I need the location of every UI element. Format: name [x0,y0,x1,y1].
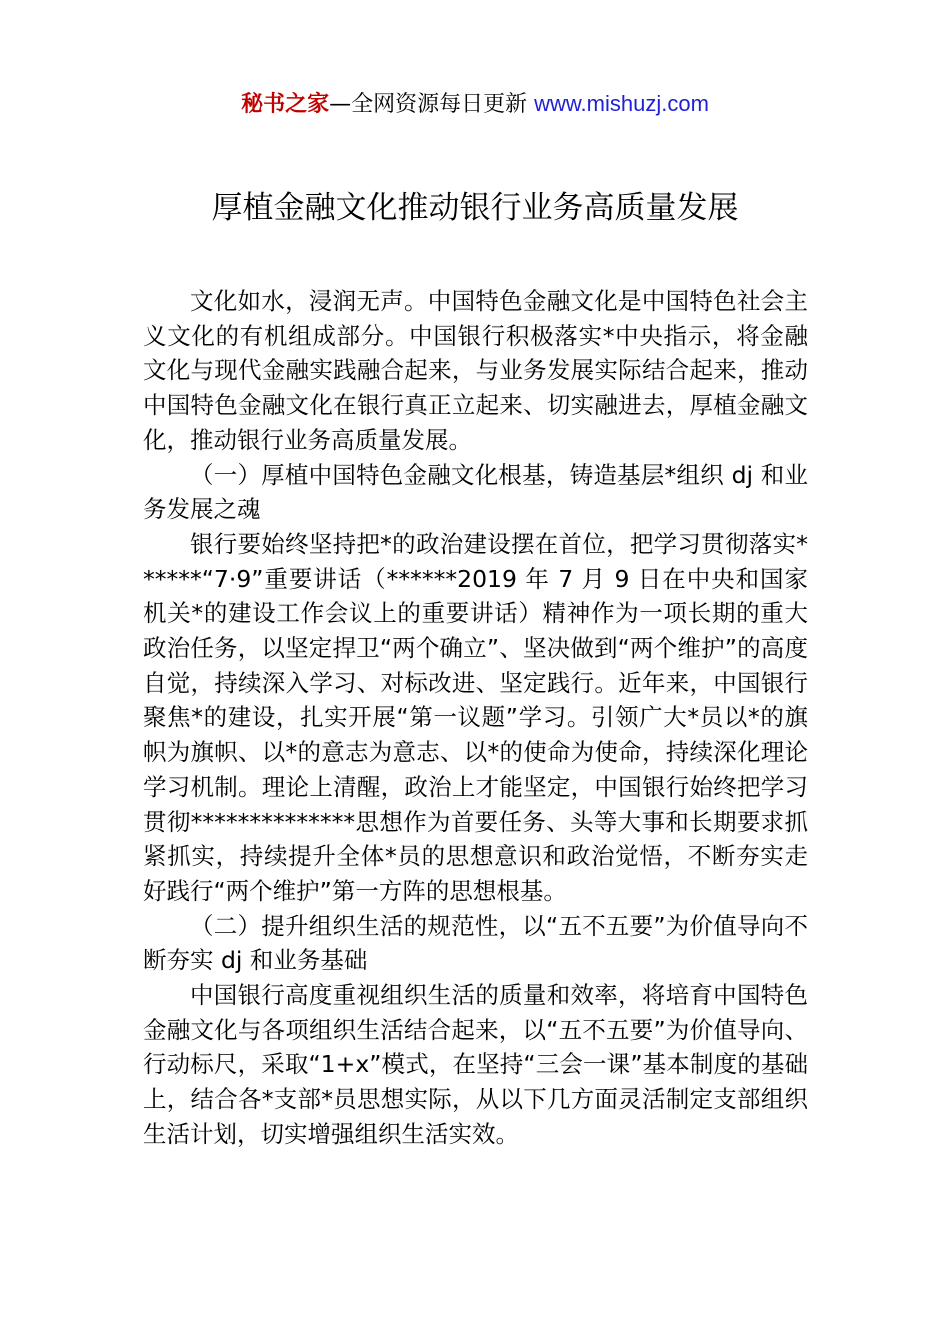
site-tagline: —全网资源每日更新 [329,92,535,117]
site-brand: 秘书之家 [241,92,330,117]
paragraph-intro: 文化如水，浸润无声。中国特色金融文化是中国特色社会主义文化的有机组成部分。中国银行积极落实*中央指示，将金融文化与现代金融实践融合起来，与业务发展实际结合起来，推动中国特色金融文化在银行真正立起来、切实融进去，厚植金融文化，推动银行业务高质量发展。 [143,287,808,454]
site-url-link[interactable]: www.mishuzj.com [534,91,709,116]
paragraph-section-2: 中国银行高度重视组织生活的质量和效率，将培育中国特色金融文化与各项组织生活结合起来，以“五不五要”为价值导向、行动标尺，采取“1+x”模式，在坚持“三会一课”基本制度的基础上，结合各*支部*员思想实际，从以下几方面灵活制定支部组织生活计划，切实增强组织生活实效。 [143,981,808,1148]
section-heading-2: （二）提升组织生活的规范性，以“五不五要”为价值导向不断夯实 dj 和业务基础 [143,911,808,975]
document-title: 厚植金融文化推动银行业务高质量发展 [211,190,739,226]
site-header [0,88,950,121]
section-heading-1: （一）厚植中国特色金融文化根基，铸造基层*组织 dj 和业务发展之魂 [143,460,808,524]
document-body [143,284,808,1152]
paragraph-section-1: 银行要始终坚持把*的政治建设摆在首位，把学习贯彻落实******“7·9”重要讲话（******2019 年 7 月 9 日在中央和国家机关*的建设工作会议上的重要讲话）精神作为一项长期的重大政治任务，以坚定捍卫“两个确立”、坚决做到“两个维护”的高度自觉，持续深入学习、对标改进、坚定践行。近年来，中国银行聚焦*的建设，扎实开展“第一议题”学习。引领广大*员以*的旗帜为旗帜、以*的意志为意志、以*的使命为使命，持续深化理论学习机制。理论上清醒，政治上才能坚定，中国银行始终把学习贯彻**************思想作为首要任务、头等大事和长期要求抓紧抓实，持续提升全体*员的思想意识和政治觉悟，不断夯实走好践行“两个维护”第一方阵的思想根基。 [143,529,808,905]
